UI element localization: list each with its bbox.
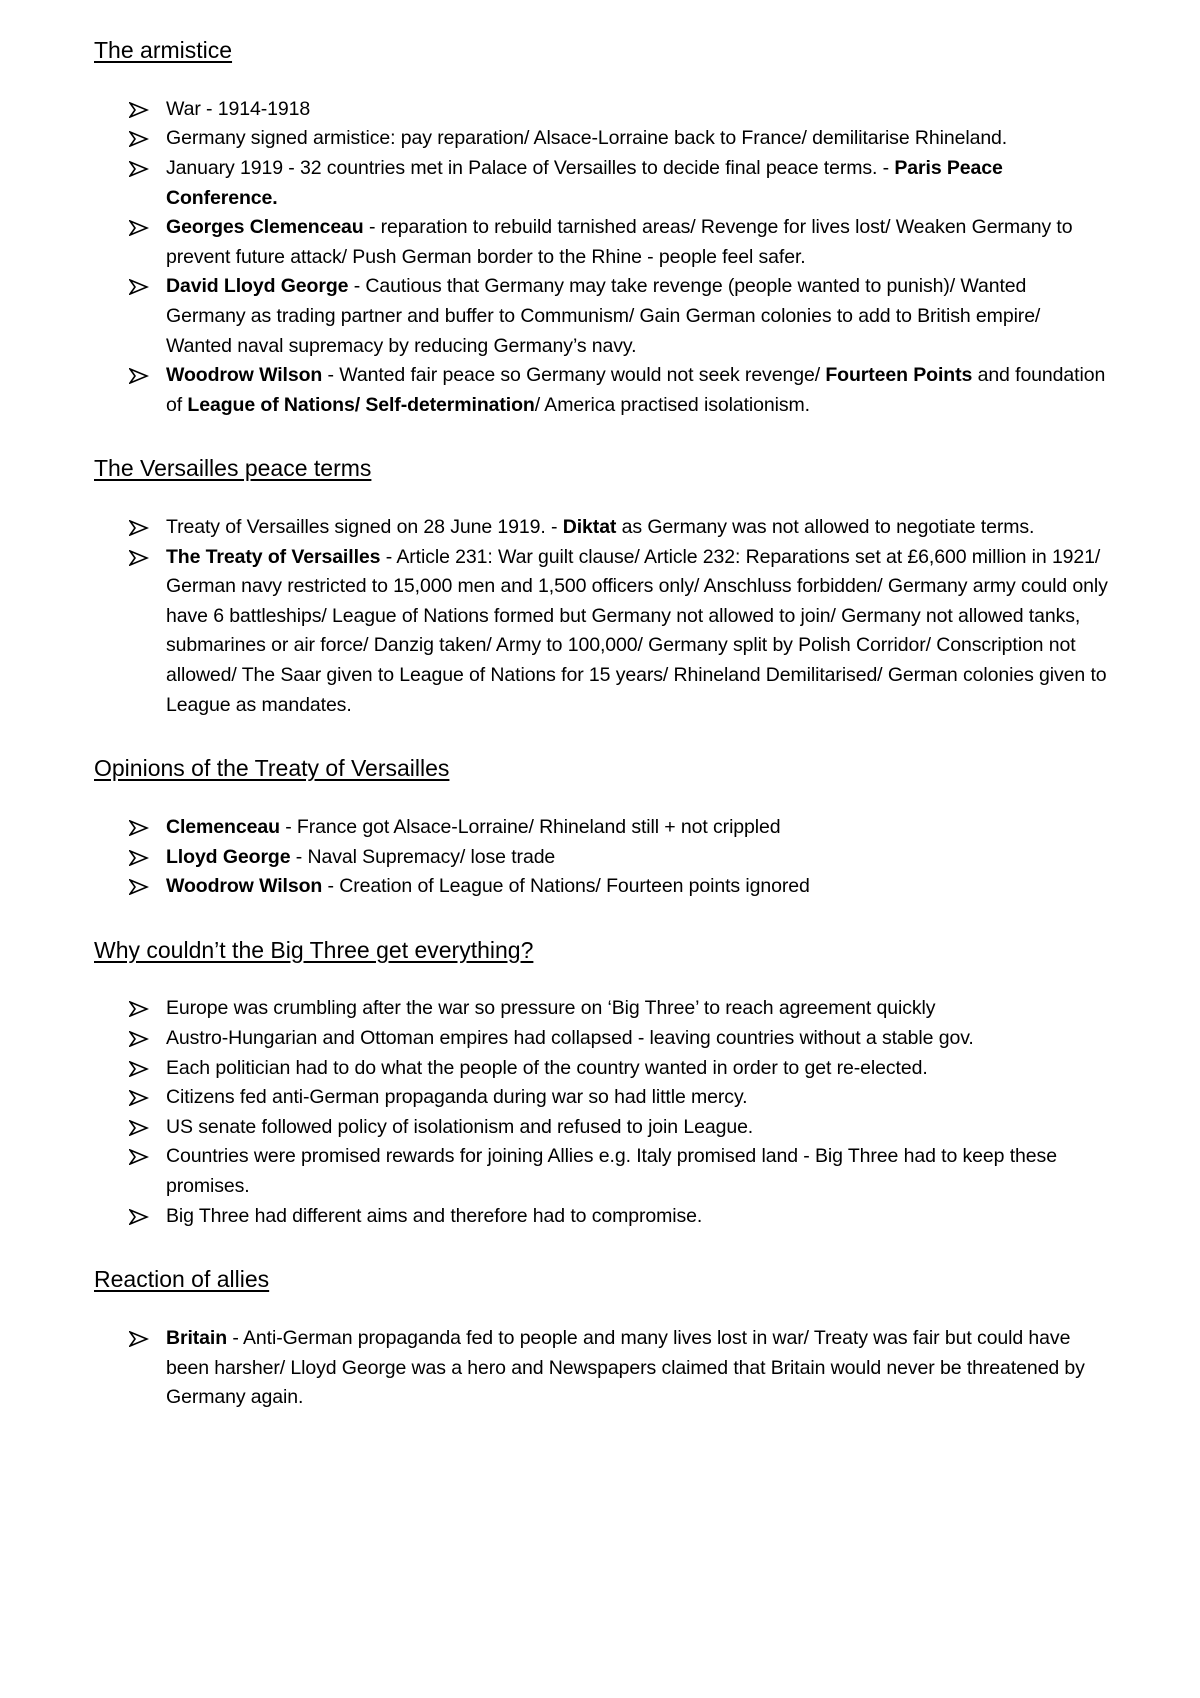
list-item <box>94 843 1110 873</box>
bold-text: Clemenceau <box>166 815 280 838</box>
bold-text: Woodrow Wilson <box>166 875 323 898</box>
arrow-bullet-icon <box>129 520 149 536</box>
arrow-bullet-icon <box>129 820 149 836</box>
list-item <box>94 1083 1110 1113</box>
bold-text: Fourteen Points <box>825 364 973 387</box>
body-text: Countries were promised rewards for joining Allies e.g. Italy promised land - Big Three had to keep these promises. <box>166 1145 1057 1198</box>
bold-text: Britain <box>166 1326 228 1349</box>
list-item <box>94 1024 1110 1054</box>
arrow-bullet-icon <box>129 1090 149 1106</box>
list-item <box>94 272 1110 361</box>
body-text: and foundation of <box>166 364 1106 416</box>
body-text: as Germany was not allowed to negotiate terms. <box>616 516 1035 539</box>
body-text: - reparation to rebuild tarnished areas/ Revenge for lives lost/ Weaken Germany to prevent future attack/ Push German border to the Rhine - people feel safer. <box>166 216 1073 268</box>
section-heading: Reaction of allies <box>94 1266 270 1293</box>
body-text: - Cautious that Germany may take revenge (people wanted to punish)/ Wanted Germany as trading partner and buffer to Communism/ Gain German colonies to add to British empire/ Wanted naval supremacy by reducing Germany’s navy. <box>166 275 1041 357</box>
list-item <box>94 1054 1110 1084</box>
arrow-bullet-icon <box>129 1031 149 1047</box>
list-item <box>94 543 1110 721</box>
body-text: War - 1914-1918 <box>166 97 311 120</box>
list-item <box>94 513 1110 543</box>
arrow-bullet-icon <box>129 368 149 384</box>
body-text: Europe was crumbling after the war so pressure on ‘Big Three’ to reach agreement quickly <box>166 997 936 1020</box>
bold-text: David Lloyd George <box>166 275 349 298</box>
bold-text: Lloyd George <box>166 845 291 868</box>
body-text: - Creation of League of Nations/ Fourteen points ignored <box>322 875 810 898</box>
body-text: Treaty of Versailles signed on 28 June 1919. - <box>166 516 563 539</box>
arrow-bullet-icon <box>129 850 149 866</box>
section-heading: The Versailles peace terms <box>94 455 372 482</box>
list-item <box>94 1142 1110 1201</box>
bold-text: League of Nations/ Self-determination <box>187 393 535 416</box>
body-text: - Naval Supremacy/ lose trade <box>290 845 556 868</box>
body-text: / America practised isolationism. <box>534 393 810 416</box>
bullet-list <box>94 1324 1110 1413</box>
arrow-bullet-icon <box>129 220 149 236</box>
arrow-bullet-icon <box>129 1061 149 1077</box>
bullet-list <box>94 95 1110 421</box>
list-item <box>94 872 1110 902</box>
body-text: Citizens fed anti-German propaganda during war so had little mercy. <box>166 1086 748 1109</box>
arrow-bullet-icon <box>129 1331 149 1347</box>
body-text: Austro-Hungarian and Ottoman empires had collapsed - leaving countries without a stable gov. <box>166 1027 974 1050</box>
arrow-bullet-icon <box>129 131 149 147</box>
arrow-bullet-icon <box>129 1149 149 1165</box>
bold-text: Georges Clemenceau <box>166 216 364 239</box>
section-heading: Opinions of the Treaty of Versailles <box>94 755 450 782</box>
section-heading: The armistice <box>94 37 233 63</box>
list-item <box>94 813 1110 843</box>
list-item <box>94 154 1110 213</box>
arrow-bullet-icon <box>129 879 149 895</box>
body-text: - France got Alsace-Lorraine/ Rhineland still + not crippled <box>279 815 781 838</box>
bold-text: Diktat <box>562 516 617 539</box>
list-item <box>94 361 1110 420</box>
body-text: Big Three had different aims and therefore had to compromise. <box>166 1204 703 1227</box>
arrow-bullet-icon <box>129 1120 149 1136</box>
list-item <box>94 1202 1110 1232</box>
bold-text: Paris Peace Conference. <box>166 156 1003 209</box>
body-text: January 1919 - 32 countries met in Palace of Versailles to decide final peace terms. - <box>166 156 895 179</box>
list-item <box>94 994 1110 1024</box>
bold-text: The Treaty of Versailles <box>166 545 381 568</box>
body-text: Each politician had to do what the people of the country wanted in order to get re-elected. <box>166 1056 928 1079</box>
body-text: - Article 231: War guilt clause/ Article 232: Reparations set at £6,600 million in 1921/ German navy restricted to 15,000 men and 1,500 officers only/ Anschluss forbidden/ Germany army could only have 6 battleships/ League of Nations formed but Germany not allowed to join/ Germany not allowed tanks, submarines or air force/ Danzig taken/ Army to 100,000/ Germany split by Polish Corridor/ Conscription not allowed/ The Saar given to League of Nations for 15 years/ Rhineland Demilitarised/ German colonies given to League as mandates. <box>166 545 1108 716</box>
body-text: Germany signed armistice: pay reparation/ Alsace-Lorraine back to France/ demilitarise Rhineland. <box>166 127 1008 150</box>
list-item <box>94 1324 1110 1413</box>
arrow-bullet-icon <box>129 102 149 118</box>
arrow-bullet-icon <box>129 161 149 177</box>
bullet-list <box>94 994 1110 1231</box>
body-text: - Wanted fair peace so Germany would not seek revenge/ <box>322 364 826 387</box>
body-text: US senate followed policy of isolationism and refused to join League. <box>166 1115 754 1138</box>
bold-text: Woodrow Wilson <box>166 364 323 387</box>
list-item <box>94 124 1110 154</box>
arrow-bullet-icon <box>129 1001 149 1017</box>
section-heading: Why couldn’t the Big Three get everything? <box>94 936 534 963</box>
bullet-list <box>94 513 1110 720</box>
arrow-bullet-icon <box>129 1209 149 1225</box>
arrow-bullet-icon <box>129 550 149 566</box>
list-item <box>94 95 1110 125</box>
body-text: - Anti-German propaganda fed to people and many lives lost in war/ Treaty was fair but could have been harsher/ Lloyd George was a hero and Newspapers claimed that Britain would never be threatened by Germany again. <box>166 1326 1085 1409</box>
list-item <box>94 1113 1110 1143</box>
bullet-list <box>94 813 1110 902</box>
arrow-bullet-icon <box>129 279 149 295</box>
list-item <box>94 213 1110 272</box>
